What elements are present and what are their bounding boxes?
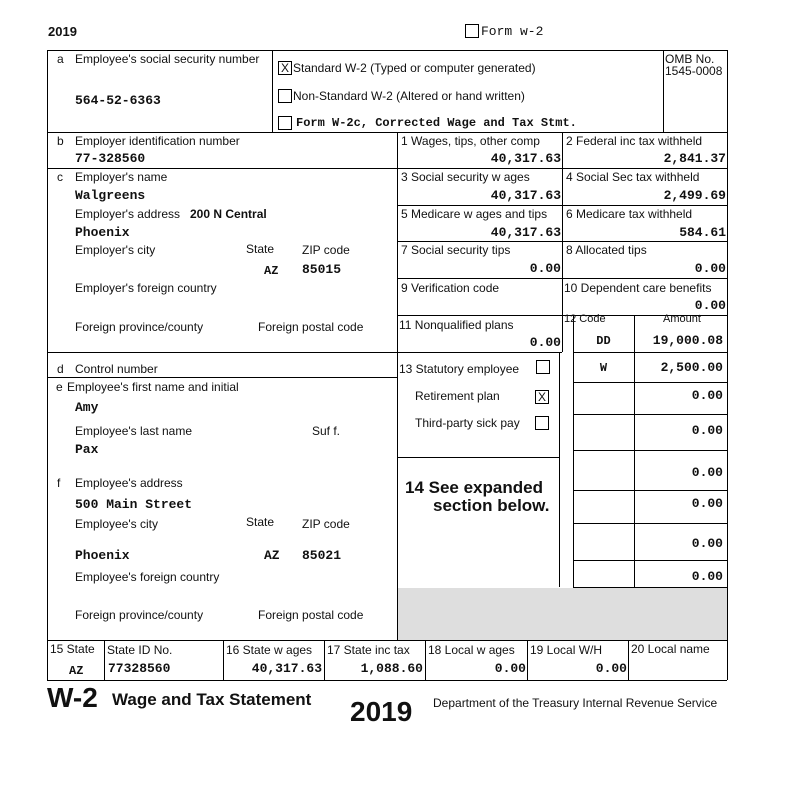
divider xyxy=(559,352,560,587)
box-12-code-label: 12 Code xyxy=(564,313,606,325)
employer-name-value[interactable]: Walgreens xyxy=(75,188,146,203)
form-left-border xyxy=(47,50,48,680)
box-15-label: 15 State xyxy=(50,642,95,656)
employer-name-label: Employer's name xyxy=(75,170,168,184)
box-9-label: 9 Verification code xyxy=(401,281,500,295)
divider xyxy=(397,457,559,458)
shaded-area xyxy=(398,588,727,640)
box-2-value[interactable]: 2,841.37 xyxy=(663,151,726,166)
box-1-value[interactable]: 40,317.63 xyxy=(490,151,561,166)
box-10-value[interactable]: 0.00 xyxy=(694,298,726,313)
footer-agency: Department of the Treasury Internal Revenue Service xyxy=(433,696,718,710)
divider xyxy=(573,490,727,491)
divider xyxy=(397,241,727,242)
control-number-label: Control number xyxy=(75,362,158,376)
third-party-sick-pay-label: Third-party sick pay xyxy=(415,416,520,430)
state-id-value[interactable]: 77328560 xyxy=(108,661,171,676)
box-12-amount[interactable]: 0.00 xyxy=(691,388,723,403)
employer-state-value[interactable]: AZ xyxy=(264,264,279,278)
box-b-label: Employer identification number xyxy=(75,134,240,148)
standard-w2-checkbox[interactable]: X xyxy=(278,61,292,75)
state-value[interactable]: AZ xyxy=(69,664,84,678)
box-12-amount[interactable]: 0.00 xyxy=(691,465,723,480)
divider xyxy=(47,352,562,353)
box-a-label: Employee's social security number xyxy=(75,52,260,66)
employer-foreign-country-label: Employer's foreign country xyxy=(75,281,217,295)
box-19-value[interactable]: 0.00 xyxy=(595,661,627,676)
box-6-value[interactable]: 584.61 xyxy=(679,225,726,240)
divider xyxy=(47,132,727,133)
divider xyxy=(47,168,397,169)
state-id-label: State ID No. xyxy=(107,643,173,657)
divider xyxy=(47,640,727,641)
ssn-value[interactable]: 564-52-6363 xyxy=(75,93,161,108)
box-12-amount[interactable]: 0.00 xyxy=(691,496,723,511)
box-10-label: 10 Dependent care benefits xyxy=(564,281,712,295)
box-12-code[interactable]: DD xyxy=(596,334,611,348)
footer-title: Wage and Tax Statement xyxy=(112,690,312,709)
box-14-line2: section below. xyxy=(433,496,550,515)
corrected-w2c-checkbox[interactable] xyxy=(278,116,292,130)
box-12-amount-label: Amount xyxy=(663,313,701,325)
employee-city-label: Employee's city xyxy=(75,517,158,531)
retirement-plan-checkbox[interactable]: X xyxy=(535,390,549,404)
box-11-label: 11 Nonqualified plans xyxy=(399,318,514,332)
divider xyxy=(634,315,635,587)
box-12-amount[interactable]: 2,500.00 xyxy=(660,360,723,375)
box-12-amount[interactable]: 0.00 xyxy=(691,569,723,584)
divider xyxy=(397,205,727,206)
employer-city-value[interactable]: Phoenix xyxy=(75,225,130,240)
employee-address-label: Employee's address xyxy=(75,476,183,490)
statutory-employee-label: 13 Statutory employee xyxy=(399,362,520,376)
employee-last-name-label: Employee's last name xyxy=(75,424,193,438)
omb-number: 1545-0008 xyxy=(665,64,723,78)
box-5-value[interactable]: 40,317.63 xyxy=(490,225,561,240)
box-a-letter: a xyxy=(57,52,64,66)
divider xyxy=(573,352,727,353)
box-7-label: 7 Social security tips xyxy=(401,243,511,257)
divider xyxy=(663,50,664,132)
form-right-border xyxy=(727,50,728,680)
divider xyxy=(104,640,105,680)
box-12-amount[interactable]: 0.00 xyxy=(691,423,723,438)
statutory-employee-checkbox[interactable] xyxy=(536,360,550,374)
employee-city-value[interactable]: Phoenix xyxy=(75,548,130,563)
footer-form-name: W-2 xyxy=(47,682,98,713)
box-4-label: 4 Social Sec tax withheld xyxy=(566,170,700,184)
nonstandard-w2-label: Non-Standard W-2 (Altered or hand written) xyxy=(293,89,525,103)
divider xyxy=(573,414,727,415)
employer-province-label: Foreign province/county xyxy=(75,320,204,334)
employee-address-value[interactable]: 500 Main Street xyxy=(75,497,193,512)
employee-first-name-label: Employee's first name and initial xyxy=(67,380,239,394)
box-f-letter: f xyxy=(57,476,61,490)
divider xyxy=(628,640,629,680)
employer-city-label: Employer's city xyxy=(75,243,156,257)
box-11-value[interactable]: 0.00 xyxy=(529,335,561,350)
box-17-value[interactable]: 1,088.60 xyxy=(360,661,423,676)
employee-first-name-value[interactable]: Amy xyxy=(75,400,99,415)
divider xyxy=(397,168,727,169)
box-c-letter: c xyxy=(57,170,63,184)
box-16-value[interactable]: 40,317.63 xyxy=(251,661,322,676)
box-12-amount[interactable]: 19,000.08 xyxy=(652,333,723,348)
divider xyxy=(397,278,727,279)
employee-zip-label: ZIP code xyxy=(302,517,350,531)
box-17-label: 17 State inc tax xyxy=(327,643,410,657)
form-bottom-border xyxy=(47,680,727,681)
box-3-value[interactable]: 40,317.63 xyxy=(490,188,561,203)
employee-postal-label: Foreign postal code xyxy=(258,608,364,622)
employee-zip-value[interactable]: 85021 xyxy=(302,548,342,563)
divider xyxy=(573,560,727,561)
box-3-label: 3 Social security w ages xyxy=(401,170,530,184)
employee-last-name-value[interactable]: Pax xyxy=(75,442,99,457)
box-1-label: 1 Wages, tips, other comp xyxy=(401,134,540,148)
omb-label: OMB No. xyxy=(665,52,715,66)
form-w2-checkbox[interactable] xyxy=(465,24,479,38)
box-16-label: 16 State w ages xyxy=(226,643,313,657)
employee-suffix-label: Suf f. xyxy=(312,424,341,438)
employer-zip-label: ZIP code xyxy=(302,243,350,257)
employer-address-label: Employer's address xyxy=(75,207,180,221)
header-year: 2019 xyxy=(48,24,77,39)
divider xyxy=(562,132,563,352)
employer-postal-label: Foreign postal code xyxy=(258,320,364,334)
corrected-w2c-label: Form W-2c, Corrected Wage and Tax Stmt. xyxy=(296,116,577,130)
retirement-plan-label: Retirement plan xyxy=(415,389,500,403)
third-party-sick-pay-checkbox[interactable] xyxy=(535,416,549,430)
box-19-label: 19 Local W/H xyxy=(530,643,603,657)
divider xyxy=(573,523,727,524)
box-d-letter: d xyxy=(57,362,64,376)
divider xyxy=(397,132,398,640)
standard-w2-label: Standard W-2 (Typed or computer generated) xyxy=(293,61,536,75)
box-2-label: 2 Federal inc tax withheld xyxy=(566,134,703,148)
box-18-label: 18 Local w ages xyxy=(428,643,515,657)
divider xyxy=(573,315,574,587)
divider xyxy=(573,450,727,451)
box-18-value[interactable]: 0.00 xyxy=(494,661,526,676)
box-4-value[interactable]: 2,499.69 xyxy=(663,188,726,203)
employee-state-value[interactable]: AZ xyxy=(264,548,280,563)
employer-address-value[interactable]: 200 N Central xyxy=(190,207,267,221)
box-12-code[interactable]: W xyxy=(599,361,608,375)
employee-state-label: State xyxy=(246,515,275,529)
nonstandard-w2-checkbox[interactable] xyxy=(278,89,292,103)
form-w2-label: Form w-2 xyxy=(481,24,544,39)
box-14-line1: 14 See expanded xyxy=(405,478,543,497)
employee-foreign-country-label: Employee's foreign country xyxy=(75,570,220,584)
divider xyxy=(272,50,273,132)
box-6-label: 6 Medicare tax withheld xyxy=(566,207,693,221)
divider xyxy=(573,382,727,383)
box-20-label: 20 Local name xyxy=(631,642,710,656)
footer-year: 2019 xyxy=(350,696,413,727)
employee-province-label: Foreign province/county xyxy=(75,608,204,622)
box-12-amount[interactable]: 0.00 xyxy=(691,536,723,551)
employer-zip-value[interactable]: 85015 xyxy=(302,262,342,277)
employer-state-label: State xyxy=(246,242,275,256)
ein-value[interactable]: 77-328560 xyxy=(75,151,146,166)
box-8-label: 8 Allocated tips xyxy=(566,243,647,257)
box-5-label: 5 Medicare w ages and tips xyxy=(401,207,548,221)
divider xyxy=(47,377,397,378)
box-8-value[interactable]: 0.00 xyxy=(694,261,726,276)
box-b-letter: b xyxy=(57,134,64,148)
box-7-value[interactable]: 0.00 xyxy=(529,261,561,276)
form-top-border xyxy=(47,50,727,51)
box-e-letter: e xyxy=(56,380,63,394)
